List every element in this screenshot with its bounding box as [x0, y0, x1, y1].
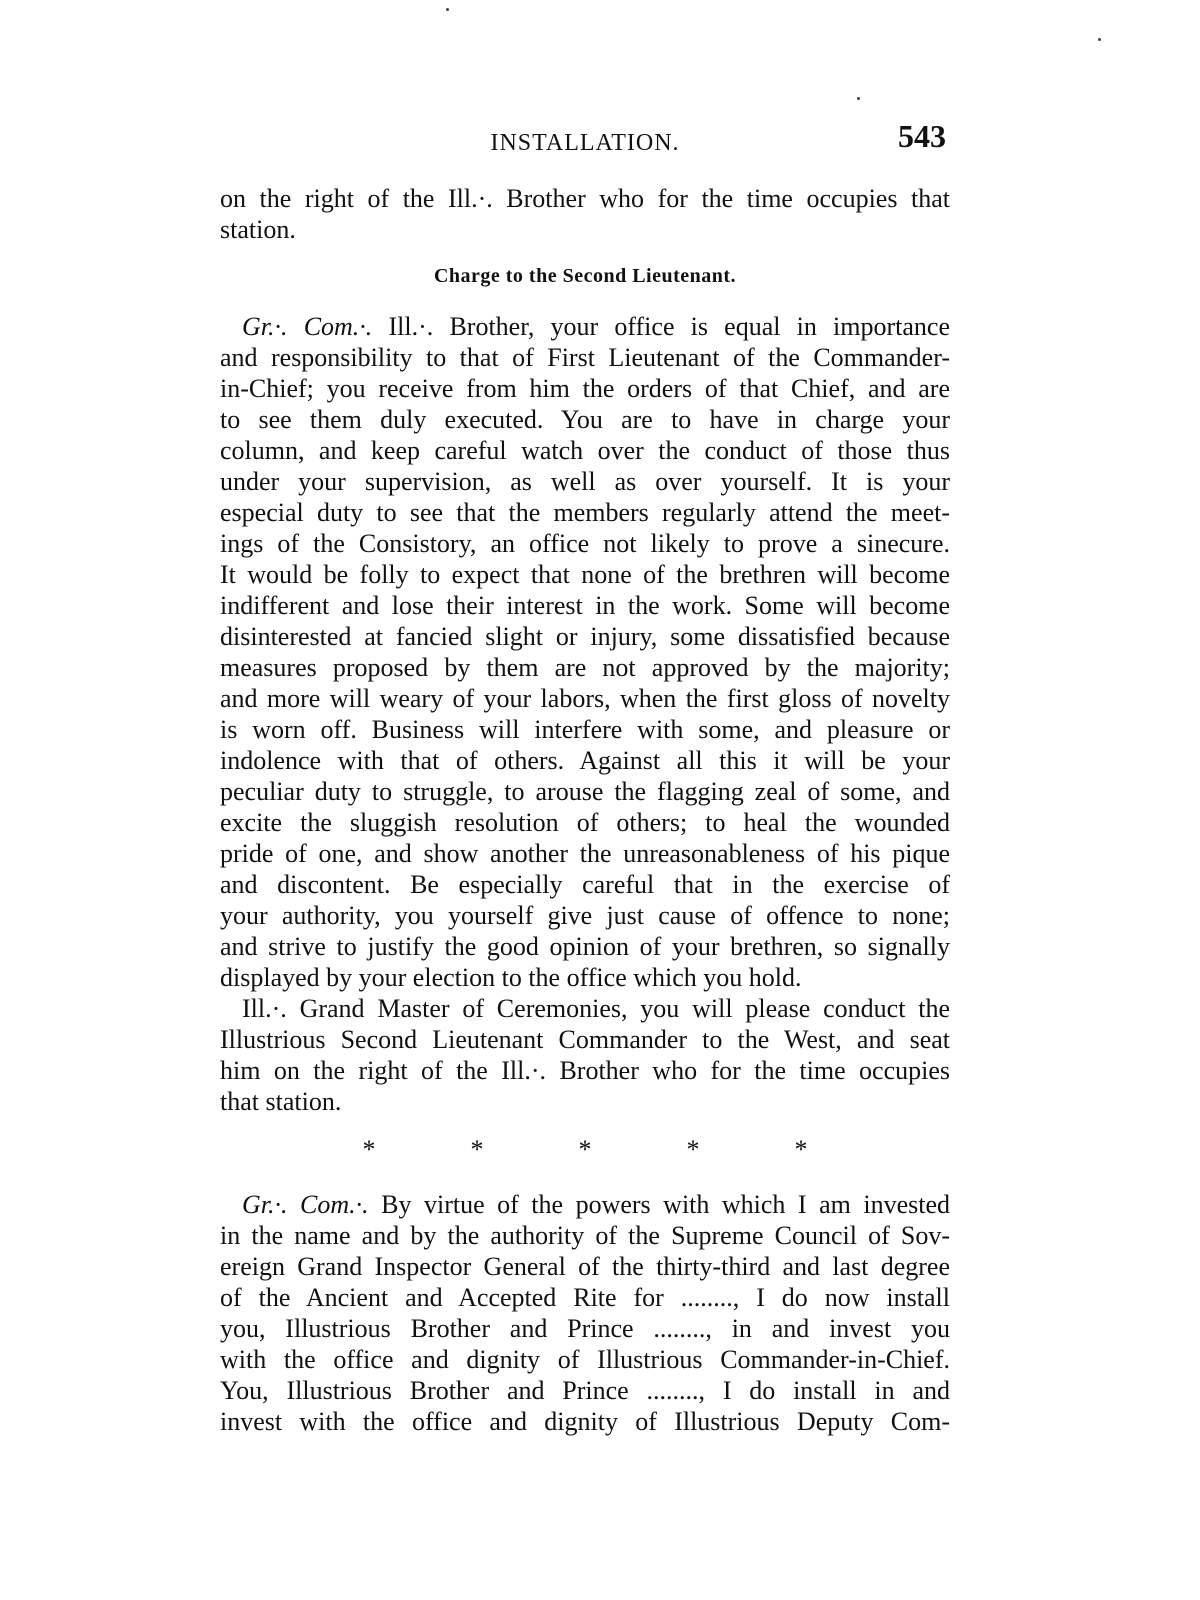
asterisk: * [578, 1135, 592, 1164]
speaker-label: Gr.·. Com.·. [242, 312, 373, 341]
text-line: and more will weary of your labors, when the first gloss of novelty [220, 684, 950, 713]
text-line: under your supervision, as well as over yourself. It is your [220, 467, 950, 496]
text-line: ings of the Consistory, an office not likely to prove a sinecure. [220, 529, 950, 558]
asterisk: * [362, 1135, 376, 1164]
text-line: Ill.·. Grand Master of Ceremonies, you will please conduct the [242, 994, 950, 1023]
text-line: column, and keep careful watch over the conduct of those thus [220, 436, 950, 465]
asterisk: * [794, 1135, 808, 1164]
asterisk: * [686, 1135, 700, 1164]
paper-speck [446, 8, 449, 11]
text-line: station. [220, 215, 296, 244]
text-line: measures proposed by them are not approved by the majority; [220, 653, 950, 682]
text-line: him on the right of the Ill.·. Brother who for the time occupies [220, 1056, 950, 1085]
speaker-label: Gr.·. Com.·. [242, 1190, 369, 1219]
text-line: and discontent. Be especially careful that in the exercise of [220, 870, 950, 899]
section-heading: Charge to the Second Lieutenant. [433, 265, 737, 287]
text-line: with the office and dignity of Illustrious Commander-in-Chief. [220, 1345, 950, 1374]
text-line: in-Chief; you receive from him the orders of that Chief, and are [220, 374, 950, 403]
text-line [220, 1189, 950, 1220]
text-line: indifferent and lose their interest in the work. Some will become [220, 591, 950, 620]
running-title: INSTALLATION. [490, 130, 680, 156]
paper-speck [1098, 38, 1101, 41]
text-line: disinterested at fancied slight or injury, some dissatisfied because [220, 622, 950, 651]
text-line: is worn off. Business will interfere with some, and pleasure or [220, 715, 950, 744]
text-line: ereign Grand Inspector General of the thirty-third and last degree [220, 1252, 950, 1281]
text-line: that station. [220, 1087, 342, 1116]
install-paragraph [220, 1189, 950, 1437]
paper-speck [857, 97, 860, 100]
asterisk: * [470, 1135, 484, 1164]
text-line: peculiar duty to struggle, to arouse the flagging zeal of some, and [220, 777, 950, 806]
text-line: your authority, you yourself give just cause of offence to none; [220, 901, 950, 930]
text-line: on the right of the Ill.·. Brother who for the time occupies that [220, 184, 950, 213]
text-line: pride of one, and show another the unreasonableness of his pique [220, 839, 950, 868]
body-text [220, 183, 950, 1437]
opening-paragraph [220, 183, 950, 245]
running-header [220, 118, 950, 162]
text-line: It would be folly to expect that none of the brethren will become [220, 560, 950, 589]
asterisk-separator [220, 1125, 950, 1175]
text-line: displayed by your election to the office which you hold. [220, 963, 802, 992]
line-text: By virtue of the powers with which I am invested [381, 1190, 951, 1219]
text-line: especial duty to see that the members regularly attend the meet- [220, 498, 950, 527]
page-number: 543 [898, 118, 946, 154]
text-line: you, Illustrious Brother and Prince ........, in and invest you [220, 1314, 950, 1343]
text-line: You, Illustrious Brother and Prince ........, I do install in and [220, 1376, 950, 1405]
text-line [220, 311, 950, 342]
text-line: to see them duly executed. You are to have in charge your [220, 405, 950, 434]
text-line: and strive to justify the good opinion of your brethren, so signally [220, 932, 950, 961]
text-line: Illustrious Second Lieutenant Commander to the West, and seat [220, 1025, 950, 1054]
text-line: excite the sluggish resolution of others; to heal the wounded [220, 808, 950, 837]
conduct-paragraph [220, 993, 950, 1117]
line-text: Ill.·. Brother, your office is equal in importance [388, 312, 950, 341]
text-line: of the Ancient and Accepted Rite for ........, I do now install [220, 1283, 950, 1312]
text-line: invest with the office and dignity of Illustrious Deputy Com- [220, 1407, 950, 1436]
charge-paragraph [220, 311, 950, 993]
text-line: in the name and by the authority of the Supreme Council of Sov- [220, 1221, 950, 1250]
text-line: indolence with that of others. Against all this it will be your [220, 746, 950, 775]
text-line: and responsibility to that of First Lieutenant of the Commander- [220, 343, 950, 372]
